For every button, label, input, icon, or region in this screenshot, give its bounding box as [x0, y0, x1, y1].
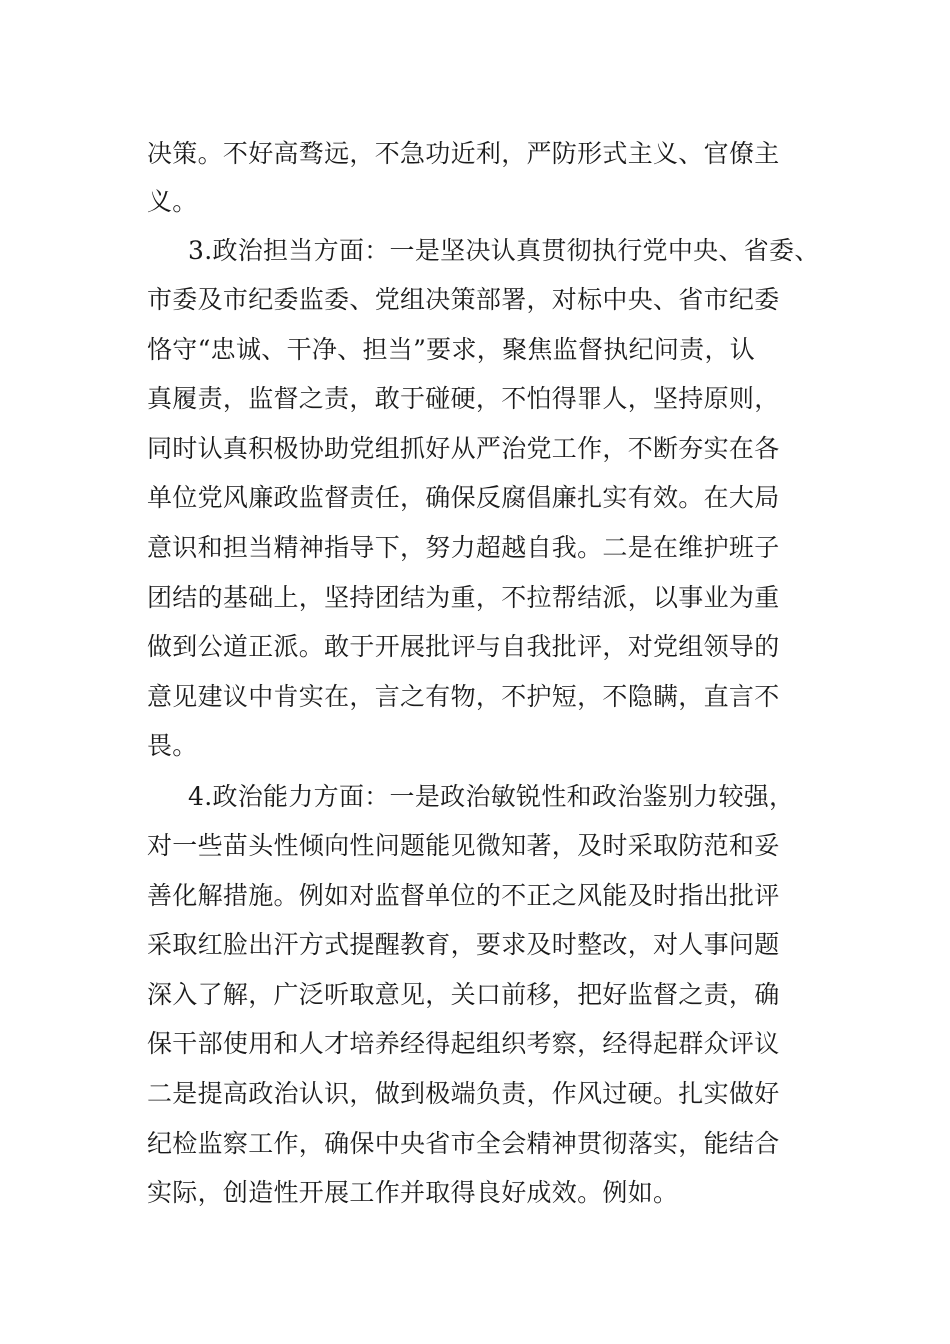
text-line-11: 做到公道正派。敢于开展批评与自我批评，对党组领导的 [147, 632, 780, 661]
text-line-2: 义。 [147, 187, 198, 216]
text-line-20: 二是提高政治认识，做到极端负责，作风过硬。扎实做好 [147, 1079, 780, 1108]
text-line-5: 恪守“忠诚、干净、担当”要求，聚焦监督执纪问责，认 [147, 335, 756, 364]
text-line-4: 市委及市纪委监委、党组决策部署，对标中央、省市纪委 [147, 285, 780, 314]
paragraph-3-heading-line: 3.政治担当方面：一是坚决认真贯彻执行党中央、省委、 [188, 236, 820, 265]
text-line-16: 善化解措施。例如对监督单位的不正之风能及时指出批评 [147, 881, 780, 910]
text-line-12: 意见建议中肯实在，言之有物，不护短，不隐瞒，直言不 [147, 682, 780, 711]
text-line-18: 深入了解，广泛听取意见，关口前移，把好监督之责，确 [147, 980, 780, 1009]
text-line-22: 实际，创造性开展工作并取得良好成效。例如。 [147, 1178, 679, 1207]
text-line-15: 对一些苗头性倾向性问题能见微知著，及时采取防范和妥 [147, 831, 780, 860]
text-line-7: 同时认真积极协助党组抓好从严治党工作，不断夯实在各 [147, 434, 780, 463]
text-line-9: 意识和担当精神指导下，努力超越自我。二是在维护班子 [147, 533, 780, 562]
text-line-10: 团结的基础上，坚持团结为重，不拉帮结派，以事业为重 [147, 583, 780, 612]
text-line-13: 畏。 [147, 731, 198, 760]
text-line-21: 纪检监察工作，确保中央省市全会精神贯彻落实，能结合 [147, 1129, 780, 1158]
paragraph-4-heading-line: 4.政治能力方面：一是政治敏锐性和政治鉴别力较强， [188, 782, 795, 811]
text-line-17: 采取红脸出汗方式提醒教育，要求及时整改，对人事问题 [147, 930, 780, 959]
text-line-8: 单位党风廉政监督责任，确保反腐倡廉扎实有效。在大局 [147, 483, 780, 512]
text-line-1: 决策。不好高骛远，不急功近利，严防形式主义、官僚主 [147, 139, 780, 168]
text-line-6: 真履责，监督之责，敢于碰硬，不怕得罪人，坚持原则， [147, 384, 780, 413]
text-line-19: 保干部使用和人才培养经得起组织考察，经得起群众评议 [147, 1029, 780, 1058]
